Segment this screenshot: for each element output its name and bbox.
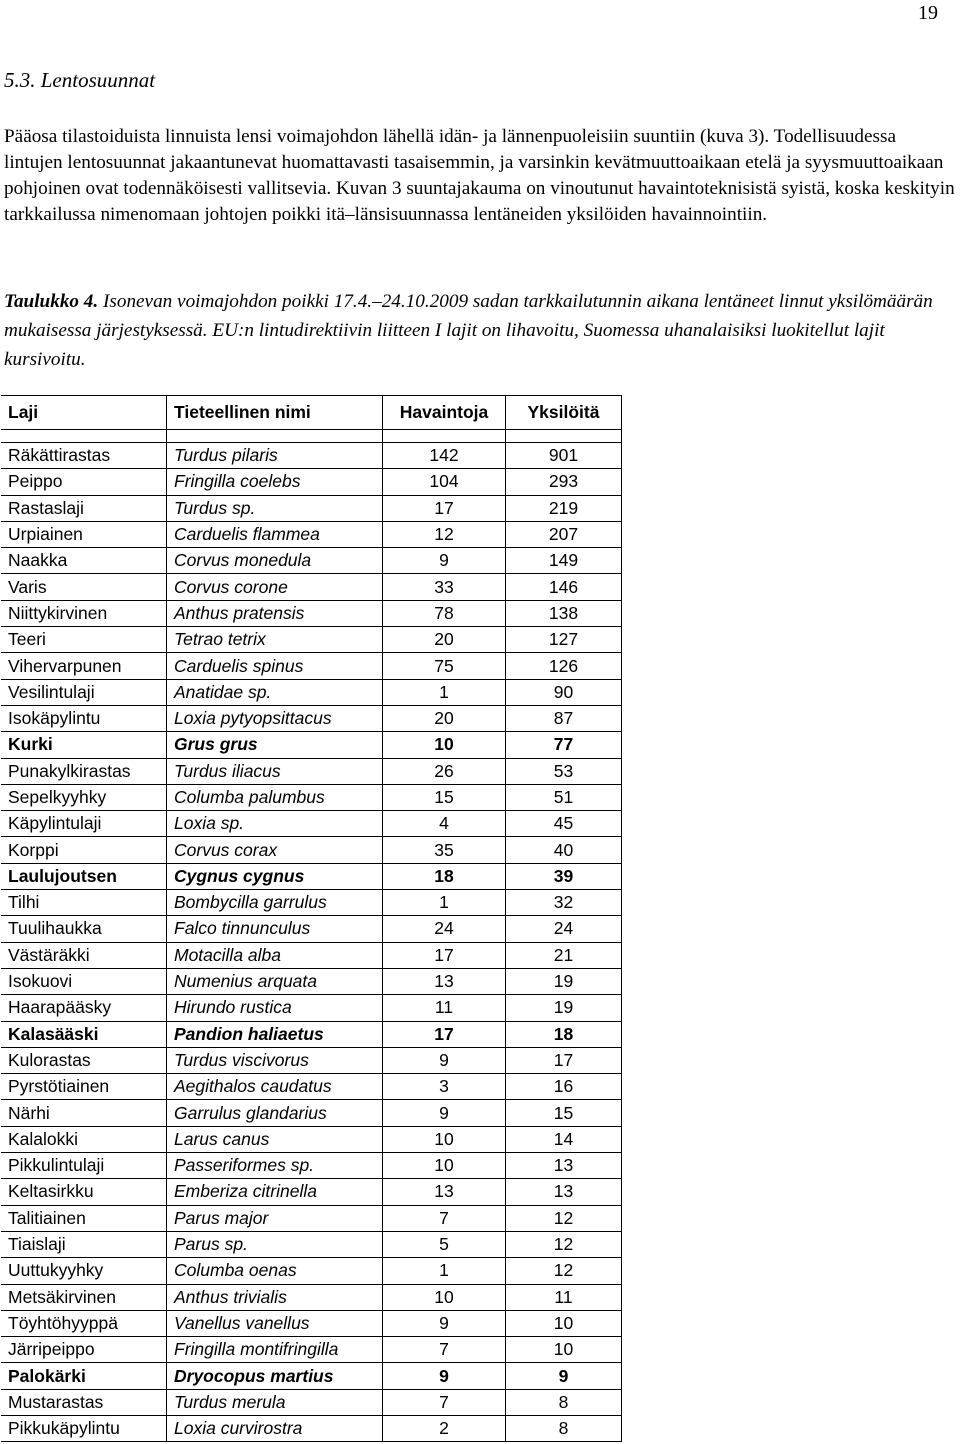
- cell-laji: Tuulihaukka: [1, 916, 167, 942]
- cell-havaintoja: 7: [383, 1337, 506, 1363]
- cell-havaintoja: 2: [383, 1415, 506, 1441]
- cell-tieteellinen-nimi: Pandion haliaetus: [167, 1021, 383, 1047]
- cell-havaintoja: 142: [383, 443, 506, 469]
- cell-havaintoja: 1: [383, 890, 506, 916]
- table-row: [1, 784, 622, 810]
- cell-tieteellinen-nimi: Garrulus glandarius: [167, 1100, 383, 1126]
- cell-tieteellinen-nimi: Numenius arquata: [167, 968, 383, 994]
- table-row: [1, 1047, 622, 1073]
- cell-laji: Naakka: [1, 548, 167, 574]
- cell-yksiloita: 293: [506, 469, 622, 495]
- cell-laji: Sepelkyyhky: [1, 784, 167, 810]
- cell-tieteellinen-nimi: Dryocopus martius: [167, 1363, 383, 1389]
- cell-tieteellinen-nimi: Larus canus: [167, 1126, 383, 1152]
- cell-havaintoja: 10: [383, 732, 506, 758]
- cell-yksiloita: 19: [506, 995, 622, 1021]
- cell-laji: Korppi: [1, 837, 167, 863]
- cell-havaintoja: 7: [383, 1205, 506, 1231]
- table-row: [1, 705, 622, 731]
- cell-tieteellinen-nimi: Corvus corone: [167, 574, 383, 600]
- table-row: [1, 968, 622, 994]
- table-row: [1, 811, 622, 837]
- cell-havaintoja: 4: [383, 811, 506, 837]
- table-caption-label: Taulukko 4.: [4, 291, 99, 312]
- cell-tieteellinen-nimi: Columba oenas: [167, 1258, 383, 1284]
- cell-yksiloita: 207: [506, 521, 622, 547]
- cell-yksiloita: 51: [506, 784, 622, 810]
- cell-tieteellinen-nimi: Loxia curvirostra: [167, 1415, 383, 1441]
- cell-laji: Kurki: [1, 732, 167, 758]
- cell-havaintoja: 5: [383, 1231, 506, 1257]
- gap-cell: [506, 430, 622, 443]
- cell-tieteellinen-nimi: Parus major: [167, 1205, 383, 1231]
- cell-tieteellinen-nimi: Tetrao tetrix: [167, 627, 383, 653]
- table-row: [1, 863, 622, 889]
- cell-havaintoja: 20: [383, 705, 506, 731]
- table-row: [1, 1284, 622, 1310]
- cell-havaintoja: 9: [383, 1363, 506, 1389]
- table-row: [1, 1389, 622, 1415]
- table-row: [1, 1021, 622, 1047]
- cell-havaintoja: 17: [383, 942, 506, 968]
- cell-havaintoja: 10: [383, 1153, 506, 1179]
- cell-laji: Talitiainen: [1, 1205, 167, 1231]
- cell-havaintoja: 3: [383, 1074, 506, 1100]
- table-row: [1, 443, 622, 469]
- table-caption-text: Isonevan voimajohdon poikki 17.4.–24.10.2009 sadan tarkkailutunnin aikana lentäneet linnut yksilömäärän mukaisessa järjestyksessä. EU:n lintudirektiivin liitteen I lajit on lihavoitu, Suomessa uhanalaisiksi luokitellut lajit kursivoitu.: [4, 291, 933, 370]
- cell-laji: Metsäkirvinen: [1, 1284, 167, 1310]
- table-row: [1, 653, 622, 679]
- table-row: [1, 837, 622, 863]
- cell-tieteellinen-nimi: Anthus pratensis: [167, 600, 383, 626]
- cell-tieteellinen-nimi: Turdus merula: [167, 1389, 383, 1415]
- table-header-row: [1, 396, 622, 430]
- cell-havaintoja: 13: [383, 968, 506, 994]
- cell-yksiloita: 39: [506, 863, 622, 889]
- cell-laji: Kalasääski: [1, 1021, 167, 1047]
- cell-havaintoja: 10: [383, 1126, 506, 1152]
- gap-cell: [167, 430, 383, 443]
- cell-yksiloita: 901: [506, 443, 622, 469]
- page-number: 19: [918, 2, 938, 24]
- cell-havaintoja: 9: [383, 548, 506, 574]
- table-row: [1, 1153, 622, 1179]
- cell-yksiloita: 53: [506, 758, 622, 784]
- cell-tieteellinen-nimi: Passeriformes sp.: [167, 1153, 383, 1179]
- cell-laji: Peippo: [1, 469, 167, 495]
- cell-yksiloita: 87: [506, 705, 622, 731]
- cell-yksiloita: 90: [506, 679, 622, 705]
- cell-laji: Tiaislaji: [1, 1231, 167, 1257]
- cell-laji: Isokäpylintu: [1, 705, 167, 731]
- cell-yksiloita: 8: [506, 1389, 622, 1415]
- cell-tieteellinen-nimi: Parus sp.: [167, 1231, 383, 1257]
- cell-tieteellinen-nimi: Fringilla montifringilla: [167, 1337, 383, 1363]
- cell-yksiloita: 15: [506, 1100, 622, 1126]
- cell-tieteellinen-nimi: Loxia sp.: [167, 811, 383, 837]
- cell-laji: Isokuovi: [1, 968, 167, 994]
- header-havaintoja: Havaintoja: [383, 396, 506, 430]
- header-yksiloita: Yksilöitä: [506, 396, 622, 430]
- cell-havaintoja: 1: [383, 1258, 506, 1284]
- cell-yksiloita: 9: [506, 1363, 622, 1389]
- cell-tieteellinen-nimi: Aegithalos caudatus: [167, 1074, 383, 1100]
- table-row: [1, 521, 622, 547]
- cell-yksiloita: 32: [506, 890, 622, 916]
- cell-tieteellinen-nimi: Fringilla coelebs: [167, 469, 383, 495]
- cell-laji: Närhi: [1, 1100, 167, 1126]
- cell-tieteellinen-nimi: Grus grus: [167, 732, 383, 758]
- cell-laji: Pyrstötiainen: [1, 1074, 167, 1100]
- cell-yksiloita: 127: [506, 627, 622, 653]
- cell-yksiloita: 13: [506, 1179, 622, 1205]
- cell-yksiloita: 12: [506, 1231, 622, 1257]
- cell-yksiloita: 219: [506, 495, 622, 521]
- table-row: [1, 1205, 622, 1231]
- cell-havaintoja: 13: [383, 1179, 506, 1205]
- cell-havaintoja: 11: [383, 995, 506, 1021]
- cell-laji: Teeri: [1, 627, 167, 653]
- cell-laji: Käpylintulaji: [1, 811, 167, 837]
- cell-yksiloita: 10: [506, 1310, 622, 1336]
- cell-yksiloita: 19: [506, 968, 622, 994]
- cell-havaintoja: 20: [383, 627, 506, 653]
- cell-laji: Pikkulintulaji: [1, 1153, 167, 1179]
- cell-laji: Räkättirastas: [1, 443, 167, 469]
- table-row: [1, 627, 622, 653]
- table-row: [1, 574, 622, 600]
- cell-havaintoja: 10: [383, 1284, 506, 1310]
- cell-yksiloita: 146: [506, 574, 622, 600]
- species-table-body: [1, 443, 622, 1442]
- cell-yksiloita: 8: [506, 1415, 622, 1441]
- cell-laji: Keltasirkku: [1, 1179, 167, 1205]
- cell-tieteellinen-nimi: Corvus corax: [167, 837, 383, 863]
- cell-laji: Västäräkki: [1, 942, 167, 968]
- cell-laji: Uuttukyyhky: [1, 1258, 167, 1284]
- table-row: [1, 600, 622, 626]
- cell-yksiloita: 149: [506, 548, 622, 574]
- table-row: [1, 1126, 622, 1152]
- cell-laji: Laulujoutsen: [1, 863, 167, 889]
- cell-tieteellinen-nimi: Bombycilla garrulus: [167, 890, 383, 916]
- header-laji: Laji: [1, 396, 167, 430]
- header-tieteellinen-nimi: Tieteellinen nimi: [167, 396, 383, 430]
- cell-laji: Rastaslaji: [1, 495, 167, 521]
- cell-tieteellinen-nimi: Carduelis flammea: [167, 521, 383, 547]
- cell-tieteellinen-nimi: Anatidae sp.: [167, 679, 383, 705]
- cell-yksiloita: 13: [506, 1153, 622, 1179]
- cell-laji: Järripeippo: [1, 1337, 167, 1363]
- cell-yksiloita: 11: [506, 1284, 622, 1310]
- cell-laji: Vihervarpunen: [1, 653, 167, 679]
- cell-tieteellinen-nimi: Anthus trivialis: [167, 1284, 383, 1310]
- cell-havaintoja: 1: [383, 679, 506, 705]
- cell-tieteellinen-nimi: Motacilla alba: [167, 942, 383, 968]
- body-paragraph: Pääosa tilastoiduista linnuista lensi voimajohdon lähellä idän- ja lännenpuoleisiin suuntiin (kuva 3). Todellisuudessa lintujen lentosuunnat jakaantunevat huomattavasti tasaisemmin, ja varsinkin kevätmuuttoaikaan etelä ja syysmuuttoaikaan pohjoinen ovat todennäköisesti vallitsevia. Kuvan 3 suuntajakauma on vinoutunut havaintoteknisistä syistä, koska keskityin tarkkailussa nimenomaan johtojen poikki itä–länsisuunnassa lentäneiden yksilöiden havainnointiin.: [4, 126, 955, 225]
- cell-tieteellinen-nimi: Falco tinnunculus: [167, 916, 383, 942]
- cell-tieteellinen-nimi: Cygnus cygnus: [167, 863, 383, 889]
- cell-tieteellinen-nimi: Corvus monedula: [167, 548, 383, 574]
- cell-yksiloita: 126: [506, 653, 622, 679]
- cell-havaintoja: 15: [383, 784, 506, 810]
- cell-havaintoja: 17: [383, 1021, 506, 1047]
- cell-havaintoja: 78: [383, 600, 506, 626]
- table-row: [1, 758, 622, 784]
- cell-yksiloita: 21: [506, 942, 622, 968]
- species-table: [1, 395, 622, 1442]
- cell-yksiloita: 24: [506, 916, 622, 942]
- table-row: [1, 1074, 622, 1100]
- cell-laji: Kalalokki: [1, 1126, 167, 1152]
- table-row: [1, 1179, 622, 1205]
- table-row: [1, 995, 622, 1021]
- cell-tieteellinen-nimi: Hirundo rustica: [167, 995, 383, 1021]
- cell-tieteellinen-nimi: Columba palumbus: [167, 784, 383, 810]
- cell-laji: Kulorastas: [1, 1047, 167, 1073]
- cell-yksiloita: 40: [506, 837, 622, 863]
- table-row: [1, 1310, 622, 1336]
- gap-cell: [1, 430, 167, 443]
- cell-havaintoja: 17: [383, 495, 506, 521]
- cell-yksiloita: 77: [506, 732, 622, 758]
- cell-laji: Palokärki: [1, 1363, 167, 1389]
- cell-yksiloita: 17: [506, 1047, 622, 1073]
- cell-tieteellinen-nimi: Turdus pilaris: [167, 443, 383, 469]
- cell-laji: Töyhtöhyyppä: [1, 1310, 167, 1336]
- cell-laji: Pikkukäpylintu: [1, 1415, 167, 1441]
- cell-yksiloita: 45: [506, 811, 622, 837]
- cell-yksiloita: 18: [506, 1021, 622, 1047]
- table-row: [1, 1337, 622, 1363]
- cell-yksiloita: 16: [506, 1074, 622, 1100]
- cell-laji: Varis: [1, 574, 167, 600]
- cell-havaintoja: 18: [383, 863, 506, 889]
- cell-havaintoja: 12: [383, 521, 506, 547]
- table-row: [1, 495, 622, 521]
- table-caption: [4, 287, 956, 374]
- table-row: [1, 1100, 622, 1126]
- gap-cell: [383, 430, 506, 443]
- cell-yksiloita: 14: [506, 1126, 622, 1152]
- cell-havaintoja: 104: [383, 469, 506, 495]
- table-header-gap: [1, 430, 622, 443]
- cell-havaintoja: 35: [383, 837, 506, 863]
- table-row: [1, 1363, 622, 1389]
- table-row: [1, 469, 622, 495]
- cell-laji: Vesilintulaji: [1, 679, 167, 705]
- table-row: [1, 548, 622, 574]
- cell-havaintoja: 9: [383, 1047, 506, 1073]
- cell-tieteellinen-nimi: Loxia pytyopsittacus: [167, 705, 383, 731]
- cell-laji: Niittykirvinen: [1, 600, 167, 626]
- table-row: [1, 916, 622, 942]
- cell-havaintoja: 9: [383, 1100, 506, 1126]
- cell-yksiloita: 12: [506, 1258, 622, 1284]
- cell-yksiloita: 138: [506, 600, 622, 626]
- cell-tieteellinen-nimi: Turdus iliacus: [167, 758, 383, 784]
- cell-laji: Urpiainen: [1, 521, 167, 547]
- table-row: [1, 1415, 622, 1441]
- table-row: [1, 1231, 622, 1257]
- cell-tieteellinen-nimi: Emberiza citrinella: [167, 1179, 383, 1205]
- table-row: [1, 942, 622, 968]
- table-row: [1, 732, 622, 758]
- cell-laji: Haarapääsky: [1, 995, 167, 1021]
- table-row: [1, 679, 622, 705]
- cell-yksiloita: 12: [506, 1205, 622, 1231]
- cell-tieteellinen-nimi: Turdus viscivorus: [167, 1047, 383, 1073]
- table-row: [1, 1258, 622, 1284]
- cell-yksiloita: 10: [506, 1337, 622, 1363]
- section-heading: 5.3. Lentosuunnat: [4, 68, 156, 92]
- cell-havaintoja: 24: [383, 916, 506, 942]
- cell-laji: Tilhi: [1, 890, 167, 916]
- cell-havaintoja: 9: [383, 1310, 506, 1336]
- cell-tieteellinen-nimi: Carduelis spinus: [167, 653, 383, 679]
- cell-havaintoja: 7: [383, 1389, 506, 1415]
- cell-tieteellinen-nimi: Vanellus vanellus: [167, 1310, 383, 1336]
- cell-havaintoja: 33: [383, 574, 506, 600]
- cell-havaintoja: 75: [383, 653, 506, 679]
- cell-tieteellinen-nimi: Turdus sp.: [167, 495, 383, 521]
- cell-laji: Mustarastas: [1, 1389, 167, 1415]
- table-row: [1, 890, 622, 916]
- cell-havaintoja: 26: [383, 758, 506, 784]
- cell-laji: Punakylkirastas: [1, 758, 167, 784]
